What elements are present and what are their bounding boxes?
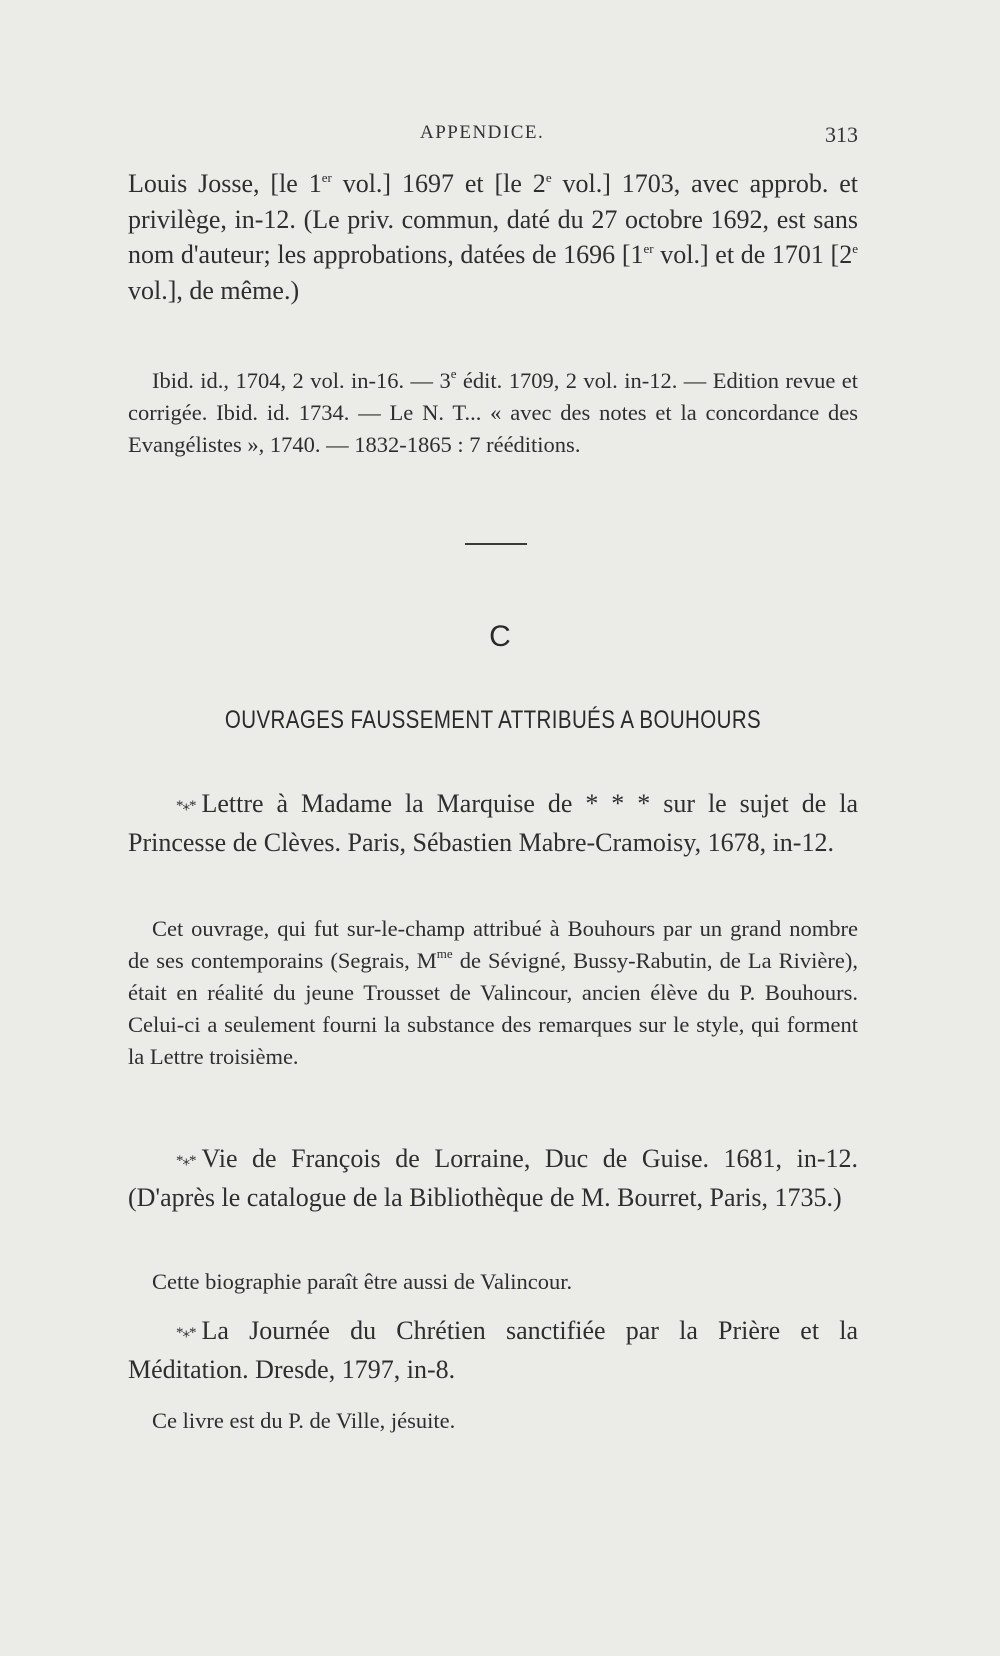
reprints-paragraph: Ibid. id., 1704, 2 vol. in-16. — 3e édit. 1709, 2 vol. in-12. — Edition revue et corrigée. Ibid. id. 1734. — Le N. T... « avec des notes et la concordance des Evangélistes », 1740. — 1832-1865 : 7 rééditions. [128,366,858,457]
asterism-icon: *⁎* [176,1153,196,1169]
asterism-icon: *⁎* [176,798,196,814]
entry-lettre [128,786,858,860]
page-number: 313 [825,122,858,147]
section-title: OUVRAGES FAUSSEMENT ATTRIBUÉS A BOUHOURS [224,706,762,734]
page-header [128,122,858,152]
running-head: APPENDICE. [420,122,545,143]
entry-text: Vie de François de Lorraine, Duc de Guise. 1681, in-12. (D'après le catalogue de la Bibliothèque de M. Bourret, Paris, 1735.) [128,1144,858,1212]
entry-text: Lettre à Madame la Marquise de * * * sur le sujet de la Princesse de Clèves. Paris, Sébastien Mabre-Cramoisy, 1678, in-12. [128,789,858,857]
entry-text: La Journée du Chrétien sanctifiée par la Prière et la Méditation. Dresde, 1797, in-8. [128,1316,858,1384]
continuation-paragraph: Louis Josse, [le 1er vol.] 1697 et [le 2e vol.] 1703, avec approb. et privilège, in-12. (Le priv. commun, daté du 27 octobre 1692, est sans nom d'auteur; les approbations, datées de 1696 [1er vol.] et de 1701 [2e vol.], de même.) [128,169,858,305]
entry-vie-de-guise [128,1141,858,1215]
section-letter: C [489,620,511,653]
entry-note: Ce livre est du P. de Ville, jésuite. [152,1408,456,1433]
entry-note: Cet ouvrage, qui fut sur-le-champ attribué à Bouhours par un grand nombre de ses contemporains (Segrais, $M^{me}$ de Sévigné, Bussy-Rabutin, de La Rivière), était en réalité du jeune Trousset de Valincour, ancien élève du P. Bouhours. Celui-ci a seulement fourni la substance des remarques sur le style, qui forment la Lettre troisième. [128,916,858,1069]
section-divider [465,543,527,545]
entry-note: Cette biographie paraît être aussi de Valincour. [152,1269,573,1294]
asterism-icon: *⁎* [176,1325,196,1341]
entry-journee-du-chretien [128,1313,858,1387]
